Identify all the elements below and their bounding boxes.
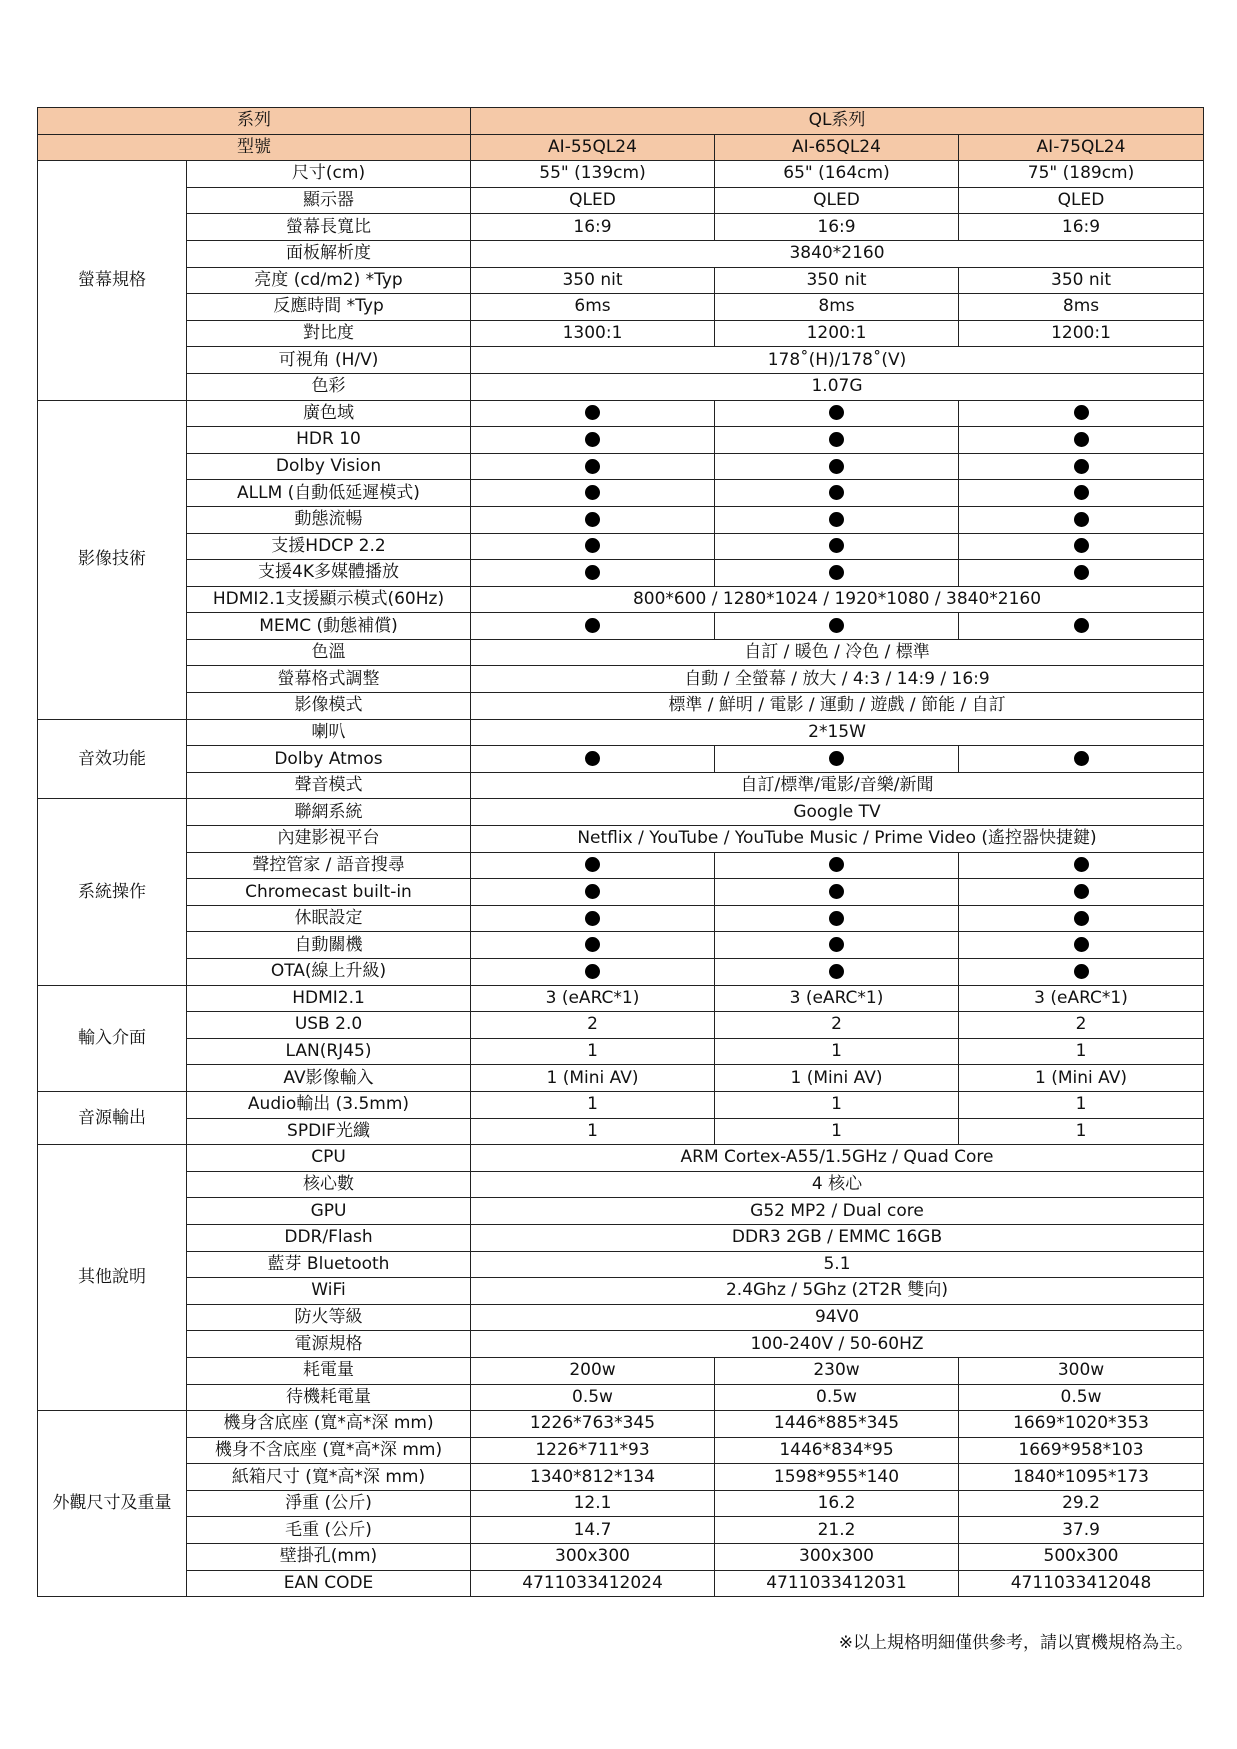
supported-cell (471, 560, 715, 587)
supported-cell (471, 533, 715, 560)
spec-label: 休眠設定 (187, 905, 471, 932)
spec-value-shared: 94V0 (471, 1304, 1204, 1331)
spec-label: 自動關機 (187, 932, 471, 959)
spec-value: 350 nit (471, 267, 715, 294)
supported-cell (715, 613, 959, 640)
spec-label: 動態流暢 (187, 506, 471, 533)
supported-dot-icon (1074, 512, 1089, 527)
spec-label: 反應時間 *Typ (187, 294, 471, 321)
supported-dot-icon (585, 512, 600, 527)
spec-row (38, 1012, 1204, 1039)
spec-value: 1598*955*140 (715, 1464, 959, 1491)
spec-row (38, 1198, 1204, 1225)
spec-row (38, 719, 1204, 746)
spec-table (37, 107, 1204, 1597)
supported-cell (715, 533, 959, 560)
spec-row (38, 666, 1204, 693)
spec-value-shared: G52 MP2 / Dual core (471, 1198, 1204, 1225)
spec-row (38, 294, 1204, 321)
spec-label: 螢幕格式調整 (187, 666, 471, 693)
spec-value: 16:9 (715, 214, 959, 241)
spec-value: 12.1 (471, 1490, 715, 1517)
spec-value: QLED (715, 187, 959, 214)
spec-row (38, 1331, 1204, 1358)
spec-row (38, 1437, 1204, 1464)
spec-label: 機身不含底座 (寬*高*深 mm) (187, 1437, 471, 1464)
spec-row (38, 560, 1204, 587)
spec-value: 200w (471, 1357, 715, 1384)
spec-row (38, 347, 1204, 374)
supported-dot-icon (829, 432, 844, 447)
category-label: 音源輸出 (38, 1091, 187, 1144)
spec-label: DDR/Flash (187, 1224, 471, 1251)
spec-row (38, 453, 1204, 480)
supported-dot-icon (585, 911, 600, 926)
supported-cell (959, 427, 1204, 454)
spec-label: 淨重 (公斤) (187, 1490, 471, 1517)
spec-label: 亮度 (cd/m2) *Typ (187, 267, 471, 294)
spec-value: 350 nit (959, 267, 1204, 294)
supported-cell (959, 613, 1204, 640)
spec-value-shared: 3840*2160 (471, 240, 1204, 267)
supported-cell (959, 879, 1204, 906)
category-label: 音效功能 (38, 719, 187, 799)
spec-label: 螢幕長寬比 (187, 214, 471, 241)
spec-value: 1 (959, 1091, 1204, 1118)
supported-dot-icon (829, 459, 844, 474)
spec-value: 1 (Mini AV) (471, 1065, 715, 1092)
spec-value: 2 (715, 1012, 959, 1039)
supported-cell (959, 852, 1204, 879)
spec-row (38, 639, 1204, 666)
supported-dot-icon (829, 964, 844, 979)
spec-row (38, 214, 1204, 241)
spec-row (38, 373, 1204, 400)
spec-label: Dolby Atmos (187, 746, 471, 773)
spec-value-shared: 2.4Ghz / 5Ghz (2T2R 雙向) (471, 1278, 1204, 1305)
spec-value-shared: 自動 / 全螢幕 / 放大 / 4:3 / 14:9 / 16:9 (471, 666, 1204, 693)
spec-label: SPDIF光纖 (187, 1118, 471, 1145)
spec-row (38, 161, 1204, 188)
spec-value: 300w (959, 1357, 1204, 1384)
spec-label: MEMC (動態補償) (187, 613, 471, 640)
spec-label: Chromecast built-in (187, 879, 471, 906)
spec-row (38, 1384, 1204, 1411)
supported-cell (715, 932, 959, 959)
spec-label: ALLM (自動低延遲模式) (187, 480, 471, 507)
spec-value: 16:9 (471, 214, 715, 241)
series-label: 系列 (38, 108, 471, 135)
spec-label: 可視角 (H/V) (187, 347, 471, 374)
spec-value: 65" (164cm) (715, 161, 959, 188)
series-value: QL系列 (471, 108, 1204, 135)
supported-cell (715, 879, 959, 906)
spec-row (38, 1570, 1204, 1597)
spec-row (38, 1544, 1204, 1571)
supported-dot-icon (1074, 618, 1089, 633)
category-label: 螢幕規格 (38, 161, 187, 400)
spec-value: 300x300 (715, 1544, 959, 1571)
spec-row (38, 1251, 1204, 1278)
spec-value: 1 (959, 1038, 1204, 1065)
model-name: AI-55QL24 (471, 134, 715, 161)
spec-label: USB 2.0 (187, 1012, 471, 1039)
series-row (38, 108, 1204, 135)
spec-row (38, 772, 1204, 799)
spec-value: 500x300 (959, 1544, 1204, 1571)
spec-value: 300x300 (471, 1544, 715, 1571)
spec-value: 0.5w (715, 1384, 959, 1411)
spec-value: 1340*812*134 (471, 1464, 715, 1491)
supported-dot-icon (585, 857, 600, 872)
spec-value: 1 (715, 1118, 959, 1145)
supported-cell (471, 453, 715, 480)
spec-row (38, 879, 1204, 906)
spec-value: QLED (471, 187, 715, 214)
spec-value-shared: 178˚(H)/178˚(V) (471, 347, 1204, 374)
spec-label: 面板解析度 (187, 240, 471, 267)
spec-row (38, 932, 1204, 959)
spec-label: OTA(線上升級) (187, 959, 471, 986)
spec-label: 毛重 (公斤) (187, 1517, 471, 1544)
spec-value: 230w (715, 1357, 959, 1384)
spec-value: 1200:1 (959, 320, 1204, 347)
supported-cell (715, 746, 959, 773)
spec-row (38, 187, 1204, 214)
spec-label: 對比度 (187, 320, 471, 347)
supported-cell (471, 613, 715, 640)
supported-dot-icon (585, 964, 600, 979)
spec-label: 機身含底座 (寬*高*深 mm) (187, 1411, 471, 1438)
spec-label: LAN(RJ45) (187, 1038, 471, 1065)
spec-row (38, 1171, 1204, 1198)
spec-label: 色溫 (187, 639, 471, 666)
spec-row (38, 1224, 1204, 1251)
spec-value-shared: 2*15W (471, 719, 1204, 746)
spec-value: 1 (471, 1038, 715, 1065)
supported-cell (959, 453, 1204, 480)
supported-dot-icon (585, 565, 600, 580)
supported-dot-icon (1074, 538, 1089, 553)
supported-cell (715, 905, 959, 932)
supported-cell (715, 453, 959, 480)
spec-label: 電源規格 (187, 1331, 471, 1358)
category-label: 影像技術 (38, 400, 187, 719)
spec-value: 2 (959, 1012, 1204, 1039)
supported-cell (471, 506, 715, 533)
spec-row (38, 1145, 1204, 1172)
supported-dot-icon (1074, 911, 1089, 926)
spec-label: 尺寸(cm) (187, 161, 471, 188)
spec-row (38, 826, 1204, 853)
spec-value: 16.2 (715, 1490, 959, 1517)
supported-dot-icon (585, 618, 600, 633)
spec-value-shared: 1.07G (471, 373, 1204, 400)
supported-cell (959, 533, 1204, 560)
spec-row (38, 240, 1204, 267)
supported-cell (959, 959, 1204, 986)
supported-cell (471, 959, 715, 986)
spec-label: AV影像輸入 (187, 1065, 471, 1092)
spec-label: Audio輸出 (3.5mm) (187, 1091, 471, 1118)
supported-dot-icon (829, 512, 844, 527)
spec-label: Dolby Vision (187, 453, 471, 480)
spec-value: 350 nit (715, 267, 959, 294)
spec-row (38, 1065, 1204, 1092)
spec-row (38, 613, 1204, 640)
spec-row (38, 533, 1204, 560)
spec-row (38, 1278, 1204, 1305)
spec-row (38, 1118, 1204, 1145)
spec-value: 1 (Mini AV) (959, 1065, 1204, 1092)
spec-value: 55" (139cm) (471, 161, 715, 188)
spec-value: 1446*834*95 (715, 1437, 959, 1464)
supported-dot-icon (1074, 485, 1089, 500)
spec-row (38, 746, 1204, 773)
supported-cell (471, 852, 715, 879)
spec-label: 支援HDCP 2.2 (187, 533, 471, 560)
spec-value: 3 (eARC*1) (715, 985, 959, 1012)
supported-cell (471, 905, 715, 932)
spec-value-shared: 自訂 / 暖色 / 冷色 / 標準 (471, 639, 1204, 666)
spec-label: WiFi (187, 1278, 471, 1305)
supported-dot-icon (585, 485, 600, 500)
spec-value-shared: ARM Cortex-A55/1.5GHz / Quad Core (471, 1145, 1204, 1172)
spec-value: 1446*885*345 (715, 1411, 959, 1438)
supported-cell (471, 932, 715, 959)
model-label: 型號 (38, 134, 471, 161)
supported-dot-icon (585, 538, 600, 553)
spec-value-shared: 800*600 / 1280*1024 / 1920*1080 / 3840*2160 (471, 586, 1204, 613)
spec-value: 1200:1 (715, 320, 959, 347)
supported-dot-icon (1074, 751, 1089, 766)
supported-cell (715, 427, 959, 454)
supported-dot-icon (1074, 857, 1089, 872)
supported-cell (959, 560, 1204, 587)
supported-dot-icon (585, 751, 600, 766)
supported-cell (715, 560, 959, 587)
spec-row (38, 1091, 1204, 1118)
spec-label: 內建影視平台 (187, 826, 471, 853)
spec-row (38, 1038, 1204, 1065)
spec-label: 核心數 (187, 1171, 471, 1198)
spec-row (38, 1304, 1204, 1331)
spec-label: 耗電量 (187, 1357, 471, 1384)
supported-dot-icon (829, 618, 844, 633)
spec-row (38, 1517, 1204, 1544)
spec-value: 29.2 (959, 1490, 1204, 1517)
supported-dot-icon (1074, 565, 1089, 580)
spec-row (38, 1490, 1204, 1517)
spec-label: CPU (187, 1145, 471, 1172)
supported-dot-icon (585, 432, 600, 447)
spec-value-shared: 自訂/標準/電影/音樂/新聞 (471, 772, 1204, 799)
spec-value-shared: 標準 / 鮮明 / 電影 / 運動 / 遊戲 / 節能 / 自訂 (471, 693, 1204, 720)
spec-label: 待機耗電量 (187, 1384, 471, 1411)
spec-row (38, 693, 1204, 720)
spec-label: 色彩 (187, 373, 471, 400)
supported-cell (471, 480, 715, 507)
spec-row (38, 1464, 1204, 1491)
supported-dot-icon (829, 485, 844, 500)
spec-row (38, 852, 1204, 879)
spec-value: QLED (959, 187, 1204, 214)
spec-value: 1 (471, 1118, 715, 1145)
supported-dot-icon (1074, 432, 1089, 447)
spec-label: 喇叭 (187, 719, 471, 746)
supported-dot-icon (829, 565, 844, 580)
spec-row (38, 959, 1204, 986)
supported-cell (959, 746, 1204, 773)
spec-value: 1669*1020*353 (959, 1411, 1204, 1438)
supported-cell (715, 959, 959, 986)
supported-cell (715, 400, 959, 427)
supported-dot-icon (829, 405, 844, 420)
spec-value: 1 (715, 1038, 959, 1065)
model-name: AI-75QL24 (959, 134, 1204, 161)
spec-label: EAN CODE (187, 1570, 471, 1597)
spec-value: 1226*763*345 (471, 1411, 715, 1438)
model-row (38, 134, 1204, 161)
supported-cell (715, 506, 959, 533)
category-label: 輸入介面 (38, 985, 187, 1091)
spec-label: 藍芽 Bluetooth (187, 1251, 471, 1278)
spec-value: 0.5w (471, 1384, 715, 1411)
spec-value: 8ms (715, 294, 959, 321)
spec-value: 1300:1 (471, 320, 715, 347)
spec-value: 1840*1095*173 (959, 1464, 1204, 1491)
spec-value-shared: DDR3 2GB / EMMC 16GB (471, 1224, 1204, 1251)
spec-value: 1 (959, 1118, 1204, 1145)
spec-label: 聯網系統 (187, 799, 471, 826)
supported-dot-icon (829, 911, 844, 926)
supported-cell (959, 480, 1204, 507)
spec-value: 1 (715, 1091, 959, 1118)
spec-label: HDMI2.1支援顯示模式(60Hz) (187, 586, 471, 613)
supported-cell (471, 879, 715, 906)
spec-value-shared: 5.1 (471, 1251, 1204, 1278)
spec-value: 4711033412031 (715, 1570, 959, 1597)
spec-value: 0.5w (959, 1384, 1204, 1411)
supported-dot-icon (829, 751, 844, 766)
spec-row (38, 1411, 1204, 1438)
spec-value: 1 (471, 1091, 715, 1118)
spec-value: 6ms (471, 294, 715, 321)
supported-dot-icon (585, 459, 600, 474)
spec-value: 1 (Mini AV) (715, 1065, 959, 1092)
spec-row (38, 400, 1204, 427)
spec-value-shared: Netflix / YouTube / YouTube Music / Prime Video (遙控器快捷鍵) (471, 826, 1204, 853)
supported-dot-icon (1074, 405, 1089, 420)
spec-row (38, 320, 1204, 347)
supported-cell (715, 480, 959, 507)
supported-cell (471, 400, 715, 427)
spec-value: 37.9 (959, 1517, 1204, 1544)
model-name: AI-65QL24 (715, 134, 959, 161)
spec-row (38, 506, 1204, 533)
spec-label: HDMI2.1 (187, 985, 471, 1012)
spec-value-shared: Google TV (471, 799, 1204, 826)
supported-dot-icon (585, 937, 600, 952)
spec-label: 顯示器 (187, 187, 471, 214)
spec-value: 14.7 (471, 1517, 715, 1544)
supported-dot-icon (829, 538, 844, 553)
spec-value: 3 (eARC*1) (471, 985, 715, 1012)
spec-value: 4711033412048 (959, 1570, 1204, 1597)
spec-value: 16:9 (959, 214, 1204, 241)
spec-value: 4711033412024 (471, 1570, 715, 1597)
spec-row (38, 427, 1204, 454)
spec-label: 支援4K多媒體播放 (187, 560, 471, 587)
spec-row (38, 267, 1204, 294)
spec-row (38, 905, 1204, 932)
supported-cell (471, 746, 715, 773)
supported-dot-icon (1074, 937, 1089, 952)
spec-row (38, 1357, 1204, 1384)
supported-cell (959, 905, 1204, 932)
spec-label: 防火等級 (187, 1304, 471, 1331)
supported-dot-icon (1074, 964, 1089, 979)
spec-label: GPU (187, 1198, 471, 1225)
spec-row (38, 480, 1204, 507)
spec-value: 2 (471, 1012, 715, 1039)
spec-label: 聲音模式 (187, 772, 471, 799)
spec-label: 聲控管家 / 語音搜尋 (187, 852, 471, 879)
supported-dot-icon (1074, 884, 1089, 899)
supported-dot-icon (585, 405, 600, 420)
spec-value: 8ms (959, 294, 1204, 321)
spec-row (38, 586, 1204, 613)
supported-cell (471, 427, 715, 454)
spec-value: 75" (189cm) (959, 161, 1204, 188)
spec-value: 3 (eARC*1) (959, 985, 1204, 1012)
spec-label: 壁掛孔(mm) (187, 1544, 471, 1571)
supported-cell (959, 400, 1204, 427)
spec-value-shared: 4 核心 (471, 1171, 1204, 1198)
supported-dot-icon (829, 884, 844, 899)
category-label: 外觀尺寸及重量 (38, 1411, 187, 1597)
spec-row (38, 985, 1204, 1012)
supported-cell (715, 852, 959, 879)
supported-dot-icon (585, 884, 600, 899)
spec-value: 21.2 (715, 1517, 959, 1544)
category-label: 系統操作 (38, 799, 187, 985)
supported-dot-icon (829, 857, 844, 872)
spec-value: 1226*711*93 (471, 1437, 715, 1464)
spec-value-shared: 100-240V / 50-60HZ (471, 1331, 1204, 1358)
spec-label: 紙箱尺寸 (寬*高*深 mm) (187, 1464, 471, 1491)
supported-dot-icon (829, 937, 844, 952)
spec-row (38, 799, 1204, 826)
spec-value: 1669*958*103 (959, 1437, 1204, 1464)
category-label: 其他說明 (38, 1145, 187, 1411)
supported-cell (959, 932, 1204, 959)
spec-label: HDR 10 (187, 427, 471, 454)
supported-cell (959, 506, 1204, 533)
spec-label: 影像模式 (187, 693, 471, 720)
supported-dot-icon (1074, 459, 1089, 474)
footnote: ※以上規格明細僅供參考，請以實機規格為主。 (838, 1633, 1193, 1653)
spec-label: 廣色域 (187, 400, 471, 427)
